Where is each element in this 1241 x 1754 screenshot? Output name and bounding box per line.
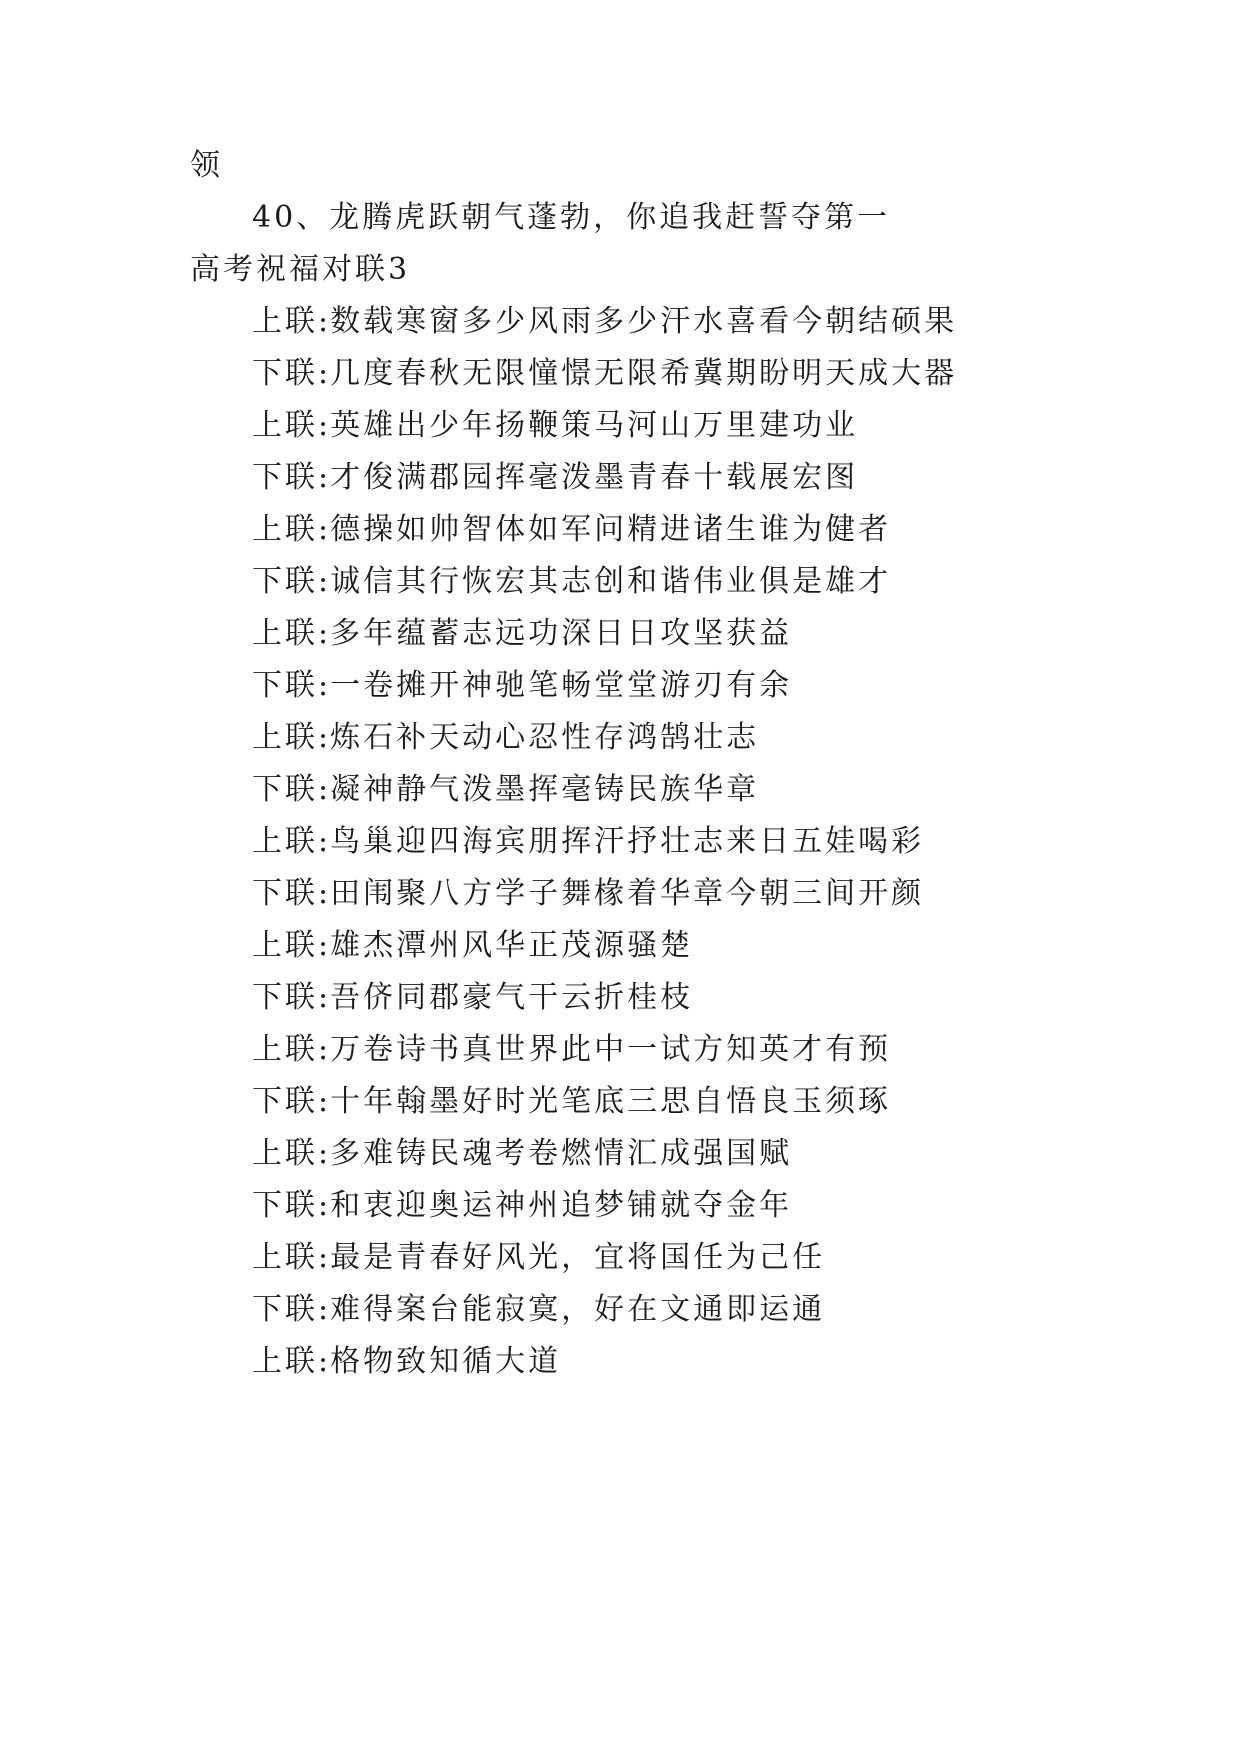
couplet-line: 上联:数载寒窗多少风雨多少汗水喜看今朝结硕果 bbox=[252, 304, 958, 339]
couplet-line: 上联:多年蕴蓄志远功深日日攻坚获益 bbox=[252, 616, 793, 651]
couplet-text: 雄杰潭州风华正茂源骚楚 bbox=[330, 928, 694, 963]
continuation-line: 领 bbox=[190, 148, 223, 183]
couplet-text: 凝神静气泼墨挥毫铸民族华章 bbox=[330, 772, 760, 807]
couplet-label: 上联 bbox=[252, 512, 318, 547]
couplet-label: 上联 bbox=[252, 616, 318, 651]
couplet-text: 十年翰墨好时光笔底三思自悟良玉须琢 bbox=[330, 1084, 892, 1119]
couplet-text: 英雄出少年扬鞭策马河山万里建功业 bbox=[330, 408, 859, 443]
couplet-text: 几度春秋无限憧憬无限希冀期盼明天成大器 bbox=[330, 356, 958, 391]
section-heading: 高考祝福对联3 bbox=[190, 252, 411, 287]
couplet-line: 上联:鸟巢迎四海宾朋挥汗抒壮志来日五娃喝彩 bbox=[252, 824, 925, 859]
couplet-text: 多年蕴蓄志远功深日日攻坚获益 bbox=[330, 616, 793, 651]
couplet-text: 格物致知循大道 bbox=[330, 1344, 562, 1379]
couplet-label: 上联 bbox=[252, 1136, 318, 1171]
couplet-text: 诚信其行恢宏其志创和谐伟业俱是雄才 bbox=[330, 564, 892, 599]
couplet-label: 下联 bbox=[252, 564, 318, 599]
couplet-label: 上联 bbox=[252, 1344, 318, 1379]
couplet-line: 上联:万卷诗书真世界此中一试方知英才有预 bbox=[252, 1032, 892, 1067]
couplet-label: 下联 bbox=[252, 1084, 318, 1119]
couplet-line: 下联:吾侪同郡豪气干云折桂枝 bbox=[252, 980, 694, 1015]
couplet-text: 炼石补天动心忍性存鸿鹄壮志 bbox=[330, 720, 760, 755]
couplet-text: 难得案台能寂寞，好在文通即运通 bbox=[330, 1292, 826, 1327]
couplet-text: 德操如帅智体如军问精进诸生谁为健者 bbox=[330, 512, 892, 547]
couplet-line: 上联:最是青春好风光，宜将国任为己任 bbox=[252, 1240, 826, 1275]
couplet-text: 鸟巢迎四海宾朋挥汗抒壮志来日五娃喝彩 bbox=[330, 824, 925, 859]
couplet-line: 下联:诚信其行恢宏其志创和谐伟业俱是雄才 bbox=[252, 564, 892, 599]
couplet-line: 上联:炼石补天动心忍性存鸿鹄壮志 bbox=[252, 720, 760, 755]
couplet-line: 上联:雄杰潭州风华正茂源骚楚 bbox=[252, 928, 694, 963]
couplet-text: 吾侪同郡豪气干云折桂枝 bbox=[330, 980, 694, 1015]
couplet-text: 最是青春好风光，宜将国任为己任 bbox=[330, 1240, 826, 1275]
couplet-label: 下联 bbox=[252, 1292, 318, 1327]
couplet-label: 上联 bbox=[252, 1032, 318, 1067]
couplet-label: 下联 bbox=[252, 876, 318, 911]
couplet-label: 上联 bbox=[252, 304, 318, 339]
couplet-line: 下联:几度春秋无限憧憬无限希冀期盼明天成大器 bbox=[252, 356, 958, 391]
couplet-label: 上联 bbox=[252, 928, 318, 963]
couplet-label: 上联 bbox=[252, 824, 318, 859]
couplet-label: 下联 bbox=[252, 356, 318, 391]
couplet-line: 上联:德操如帅智体如军问精进诸生谁为健者 bbox=[252, 512, 892, 547]
couplet-line: 下联:难得案台能寂寞，好在文通即运通 bbox=[252, 1292, 826, 1327]
couplet-label: 下联 bbox=[252, 772, 318, 807]
couplet-text: 一卷摊开神驰笔畅堂堂游刃有余 bbox=[330, 668, 793, 703]
couplet-line: 上联:多难铸民魂考卷燃情汇成强国赋 bbox=[252, 1136, 793, 1171]
couplet-label: 下联 bbox=[252, 1188, 318, 1223]
couplet-line: 下联:凝神静气泼墨挥毫铸民族华章 bbox=[252, 772, 760, 807]
couplet-label: 下联 bbox=[252, 460, 318, 495]
item-40: 40、龙腾虎跃朝气蓬勃，你追我赶誓夺第一 bbox=[252, 200, 891, 235]
couplet-line: 上联:英雄出少年扬鞭策马河山万里建功业 bbox=[252, 408, 859, 443]
couplet-text: 数载寒窗多少风雨多少汗水喜看今朝结硕果 bbox=[330, 304, 958, 339]
couplet-line: 下联:一卷摊开神驰笔畅堂堂游刃有余 bbox=[252, 668, 793, 703]
couplet-text: 和衷迎奥运神州追梦铺就夺金年 bbox=[330, 1188, 793, 1223]
couplet-line: 下联:田闱聚八方学子舞椽着华章今朝三间开颜 bbox=[252, 876, 925, 911]
couplet-text: 多难铸民魂考卷燃情汇成强国赋 bbox=[330, 1136, 793, 1171]
couplet-label: 上联 bbox=[252, 1240, 318, 1275]
couplet-label: 上联 bbox=[252, 408, 318, 443]
couplet-line: 上联:格物致知循大道 bbox=[252, 1344, 562, 1379]
couplet-label: 上联 bbox=[252, 720, 318, 755]
couplet-text: 才俊满郡园挥毫泼墨青春十载展宏图 bbox=[330, 460, 859, 495]
couplet-text: 田闱聚八方学子舞椽着华章今朝三间开颜 bbox=[330, 876, 925, 911]
couplet-line: 下联:十年翰墨好时光笔底三思自悟良玉须琢 bbox=[252, 1084, 892, 1119]
couplet-label: 下联 bbox=[252, 980, 318, 1015]
couplet-text: 万卷诗书真世界此中一试方知英才有预 bbox=[330, 1032, 892, 1067]
couplet-label: 下联 bbox=[252, 668, 318, 703]
couplet-line: 下联:和衷迎奥运神州追梦铺就夺金年 bbox=[252, 1188, 793, 1223]
couplet-line: 下联:才俊满郡园挥毫泼墨青春十载展宏图 bbox=[252, 460, 859, 495]
